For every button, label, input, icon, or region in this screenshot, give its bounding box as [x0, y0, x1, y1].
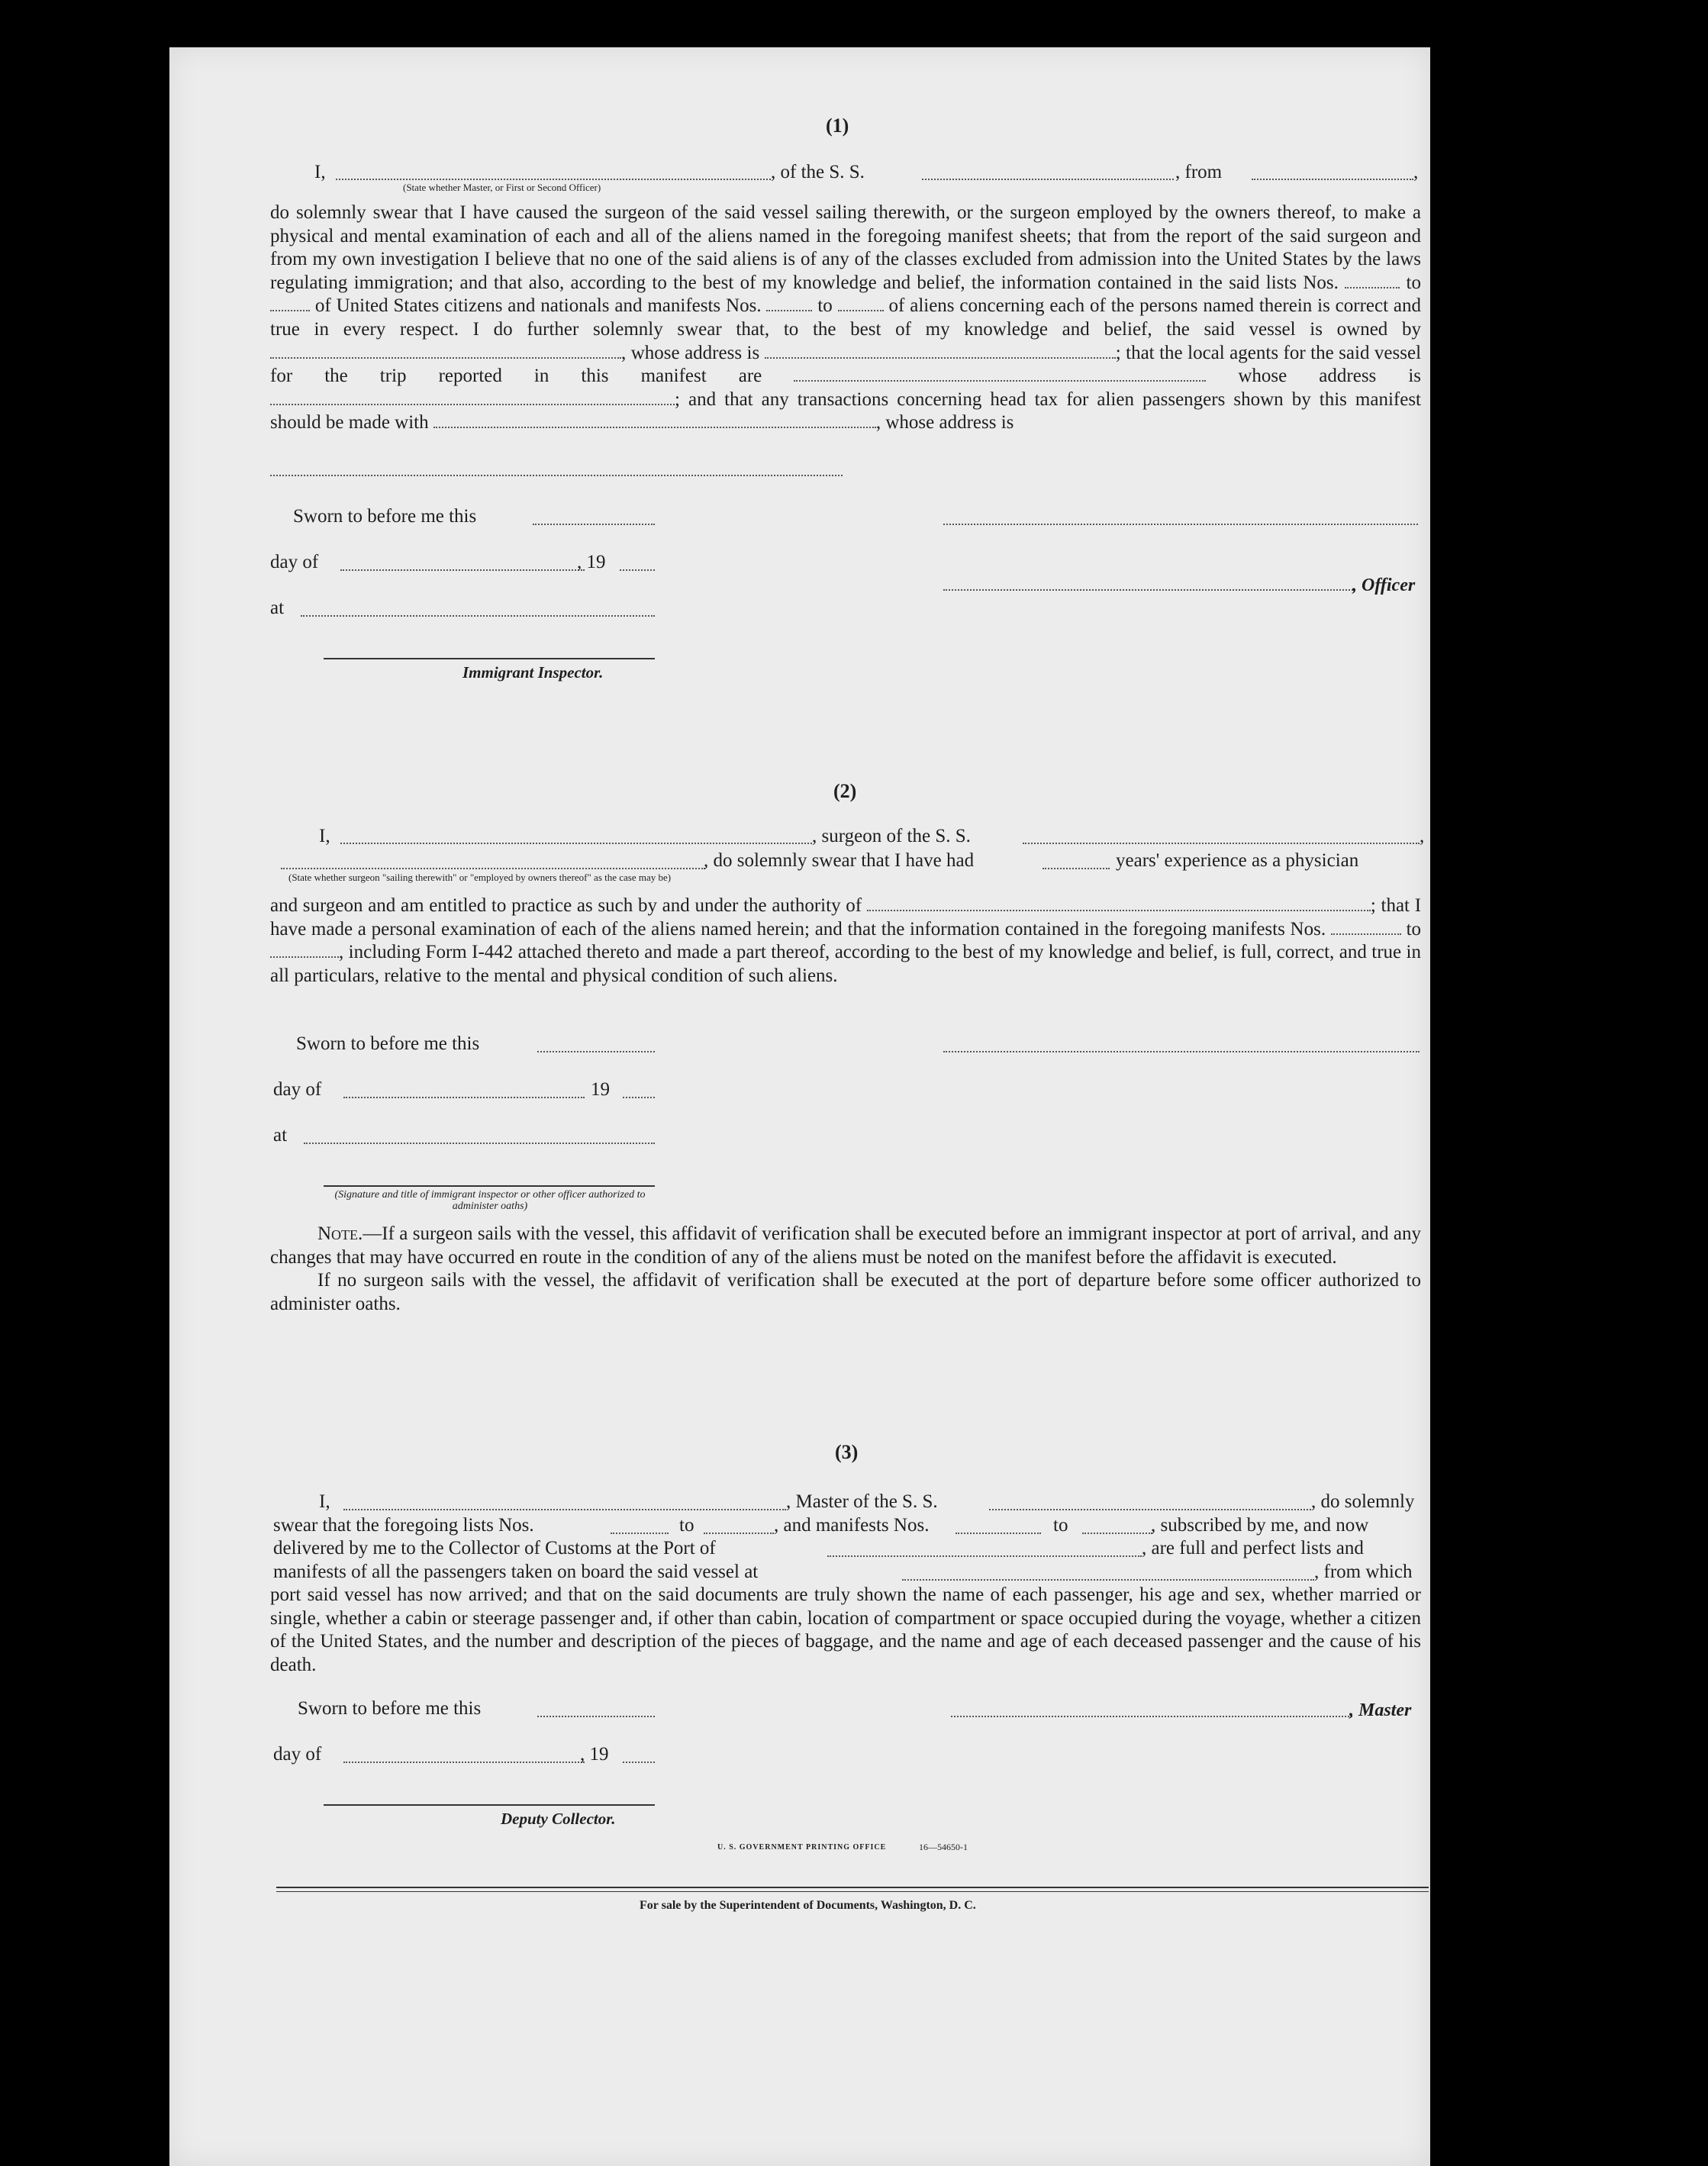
s2-officer-line [324, 1185, 655, 1187]
punch-hole [1465, 2049, 1507, 2090]
s3-collector-line [324, 1804, 655, 1806]
s3-vessel-line [989, 1509, 1311, 1510]
s1-officer-sig-line-1 [943, 524, 1418, 525]
s3-man-from-line [956, 1533, 1041, 1534]
s2-status-line [281, 868, 705, 869]
s1-sworn: Sworn to before me this [293, 506, 477, 527]
s3-line3b: , are full and perfect lists and [1142, 1538, 1364, 1558]
s2-comma: , [1420, 826, 1425, 846]
s3-master: , Master [1349, 1700, 1412, 1720]
footer-rule-bottom [276, 1891, 1429, 1892]
s2-sig-line [943, 1051, 1420, 1052]
s1-at: at [270, 598, 285, 618]
s2-sworn: Sworn to before me this [296, 1033, 480, 1054]
s2-notes: Note.—If a surgeon sails with the vessel, this affidavit of verification shall be executed before an immigrant inspector at port of arrival, and any changes that may have occurred en route in the condition of any of the aliens must be noted on the manifest before the affidavit is executed. If no surgeon sails with the vessel, the affidavit of verification shall be executed at the port of departure before some officer authorized to administer oaths. [270, 1223, 1421, 1314]
s3-day-of: day of [273, 1744, 322, 1765]
s3-port-line [827, 1555, 1142, 1557]
s3-to1: to [679, 1515, 694, 1536]
s3-line2c: , subscribed by me, and now [1151, 1515, 1369, 1536]
punch-hole [1459, 508, 1500, 550]
s3-line2b: , and manifests Nos. [774, 1515, 930, 1536]
footer-rule-top [276, 1887, 1429, 1888]
s1-address-line [270, 475, 843, 476]
s2-body: and surgeon and am entitled to practice as such by and under the authority of ; that I have made a personal examination of each of the aliens named herein; and that the information contained in the foregoing manifests Nos. to , including Form I-442 attached thereto and made a part thereof, according to the best of my knowledge and belief, is full, correct, and true in all particulars, relative to the mental and physical condition of such aliens. [270, 895, 1422, 986]
s3-i: I, [319, 1491, 330, 1512]
s3-line3a: delivered by me to the Collector of Customs at the Port of [273, 1538, 716, 1558]
s2-sig-note: (Signature and title of immigrant inspector or other officer authorized to administer oaths) [334, 1189, 646, 1212]
s1-sworn-line [533, 524, 655, 525]
s3-line4b: , from which [1314, 1562, 1413, 1582]
section-2-heading: (2) [833, 780, 857, 802]
punch-hole [1454, 603, 1495, 644]
s2-years-line [1043, 868, 1110, 869]
s3-master-of: , Master of the S. S. [786, 1491, 938, 1512]
s2-name-line [340, 843, 812, 844]
s2-day-of: day of [273, 1079, 322, 1100]
s1-year: , 19 [577, 552, 606, 572]
s1-day-line [340, 569, 585, 571]
punch-hole [1454, 111, 1495, 152]
s1-comma: , [1413, 162, 1419, 182]
s3-master-sig-line [951, 1716, 1352, 1717]
s3-do-swear: , do solemnly [1311, 1491, 1415, 1512]
s3-year-line [623, 1761, 655, 1763]
s3-year: , 19 [580, 1744, 609, 1765]
s2-i: I, [319, 826, 330, 846]
s2-day-line [343, 1097, 585, 1098]
s2-at: at [273, 1125, 288, 1146]
s1-rank-note: (State whether Master, or First or Second Officer) [403, 182, 601, 193]
section-1-heading: (1) [826, 114, 849, 137]
s3-body: port said vessel has now arrived; and that on the said documents are truly shown the name of each passenger, his age and sex, whether married or single, whether a cabin or steerage passenger and, if other than cabin, location of compartment or space occupied during the voyage, whether a citizen of the United States, and the number and description of the pieces of baggage, and the name and age of each deceased passenger and the cause of his death. [270, 1584, 1421, 1675]
sale-notice: For sale by the Superintendent of Documents, Washington, D. C. [640, 1899, 976, 1912]
s2-sworn-line [537, 1051, 655, 1052]
s3-collector: Deputy Collector. [501, 1810, 616, 1828]
s2-surgeon-of: , surgeon of the S. S. [812, 826, 971, 846]
punch-hole [1454, 237, 1495, 278]
s1-from-line [1252, 179, 1413, 180]
form-code: 16—54650-1 [919, 1842, 968, 1852]
s1-at-line [301, 615, 655, 617]
s2-do-swear: , do solemnly swear that I have had [704, 850, 975, 871]
s1-day-of: day of [270, 552, 319, 572]
punch-hole [1465, 1622, 1507, 1663]
s3-sworn: Sworn to before me this [298, 1698, 482, 1719]
s2-note: (State whether surgeon "sailing therewith" or "employed by owners thereof" as the case may be) [288, 872, 672, 883]
s1-rank-line [336, 179, 771, 180]
punch-hole [1456, 733, 1497, 774]
s2-at-line [304, 1143, 655, 1144]
gpo-imprint: U. S. GOVERNMENT PRINTING OFFICE [717, 1843, 887, 1852]
s3-line2a: swear that the foregoing lists Nos. [273, 1515, 534, 1536]
s1-officer: , Officer [1352, 575, 1416, 595]
s1-i: I, [314, 162, 326, 182]
punch-hole [1465, 1922, 1507, 1963]
s2-year-line [623, 1097, 655, 1098]
s2-year: 19 [591, 1079, 610, 1100]
s2-years: years' experience as a physician [1116, 850, 1359, 871]
s1-inspector-line [324, 658, 655, 659]
s3-sworn-line [537, 1716, 655, 1717]
s1-officer-sig-line [943, 589, 1355, 591]
s3-lists-from-line [611, 1533, 669, 1534]
punch-hole [1465, 1546, 1507, 1587]
s3-lists-to-line [704, 1533, 774, 1534]
s1-from: , from [1175, 162, 1223, 182]
s3-man-to-line [1082, 1533, 1152, 1534]
s1-of-ss: , of the S. S. [771, 162, 865, 182]
s3-line4a: manifests of all the passengers taken on board the said vessel at [273, 1562, 759, 1582]
s3-name-line [343, 1509, 786, 1510]
s1-body: do solemnly swear that I have caused the surgeon of the said vessel sailing therewith, or the surgeon employed by the owners thereof, to make a physical and mental examination of each and all of the aliens named in the foregoing manifest sheets; that from the report of the said surgeon and from my own investigation I believe that no one of the said aliens is of any of the classes excluded from admission into the United States by the laws regulating immigration; and that also, according to the best of my knowledge and belief, the information contained in the said lists Nos. to of United States citizens and nationals and manifests Nos. to of aliens concerning each of the persons named therein is correct and true in every respect. I do further solemnly swear that, to the best of my knowledge and belief, the said vessel is owned by , whose address is ; that the local agents for the said vessel for the trip reported in this manifest are whose address is ; and that any transactions concerning head tax for alien passengers shown by this manifest should be made with , whose address is [270, 202, 1422, 434]
punch-hole [1465, 1431, 1507, 1472]
section-3-heading: (3) [835, 1441, 859, 1463]
s2-vessel-line [1023, 843, 1420, 844]
s1-inspector: Immigrant Inspector. [462, 663, 604, 682]
s1-vessel-line [922, 179, 1174, 180]
s3-embark-line [902, 1579, 1314, 1581]
s1-year-line [620, 569, 655, 571]
s3-to2: to [1053, 1515, 1068, 1536]
s3-day-line [343, 1761, 585, 1763]
